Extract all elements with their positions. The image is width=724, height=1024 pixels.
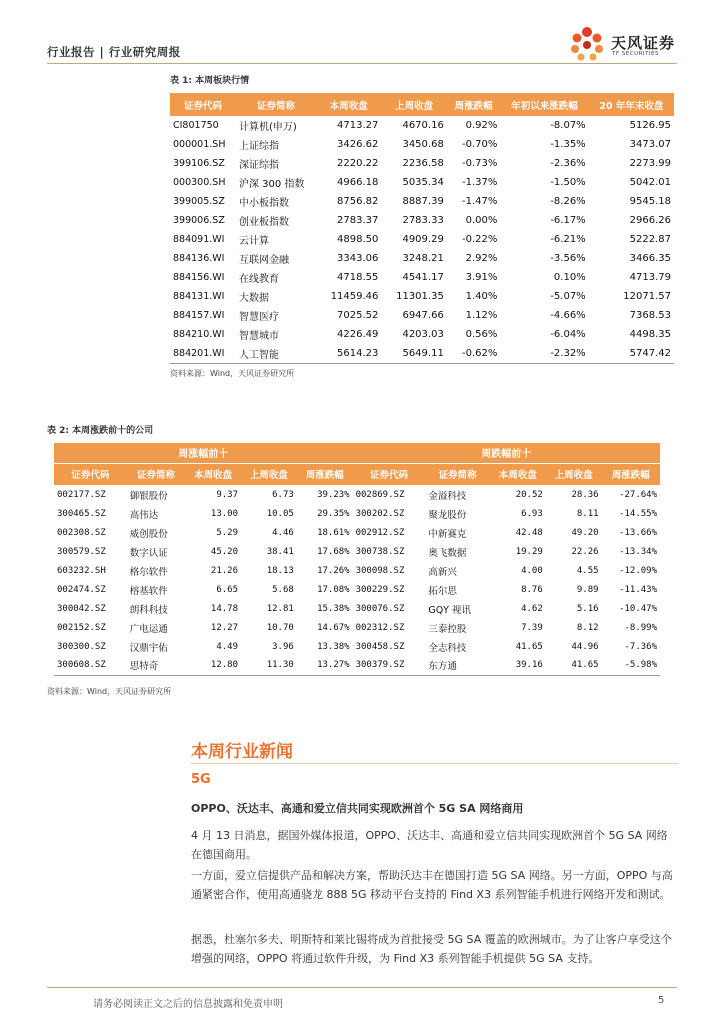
table2-cell: 13.38% [317,641,350,652]
section-subtitle: 5G [191,772,211,787]
table2-cell: -13.66% [619,527,657,538]
group-header-gainers: 周涨幅前十 [54,443,353,463]
table2-cell: 威创股份 [129,528,168,540]
table1-cell: 9545.18 [629,196,671,207]
table-row [54,504,660,523]
table1-cell: 深证综指 [239,160,279,171]
table-row [54,485,660,504]
table2-cell: 300300.SZ [57,641,106,652]
table2-cell: 高新兴 [428,566,457,578]
table1-cell: 4966.18 [337,177,379,188]
table2-cell: 17.08% [317,584,350,595]
page-number: 5 [658,995,665,1006]
table-row [170,287,674,306]
table2-cell: 9.37 [216,489,238,500]
table2-cell: 14.67% [317,622,350,633]
table2-cell: 45.20 [210,546,238,557]
table1-cell: 0.92% [465,120,498,131]
table2-cell: -7.36% [624,641,657,652]
table2-cell: 13.27% [297,656,353,675]
table1-cell: -6.17% [550,215,586,226]
table1-cell: 6947.66 [402,310,444,321]
table1-cell: 在线教育 [239,274,279,285]
table2-cell: 300202.SZ [355,508,405,519]
table1-cell: 计算机(申万) [239,122,297,133]
table1-cell: -6.21% [550,234,586,245]
table1-cell: -0.70% [462,139,498,150]
table2-cell: 300608.SZ [54,656,127,675]
table1-cell: -1.47% [462,196,498,207]
footer-disclaimer: 请务必阅读正文之后的信息披露和免责申明 [93,999,283,1010]
table1-cell: 3248.21 [402,253,444,264]
table-row [54,523,660,542]
table2-cell: 002474.SZ [57,584,106,595]
table2-cell: 8.12 [576,622,599,633]
table1-cell: 5222.87 [629,234,671,245]
table1-header-cell: 上周收盘 [381,93,446,116]
table2-cell: 4.55 [576,565,599,576]
table-row [170,211,674,230]
table2-cell: 榕基软件 [129,585,168,597]
table1-header-cell: 证券代码 [170,93,236,116]
table1-cell: 5747.42 [589,344,674,363]
table2-cell: 9.89 [576,584,599,595]
table1-cell: 3.91% [465,272,498,283]
table1-cell: 4718.55 [337,272,379,283]
table2-cell: 10.05 [266,508,294,519]
table2-cell: 49.20 [571,527,599,538]
table2-cell: 5.68 [272,584,294,595]
table2-header-cell: 证券简称 [127,463,185,485]
table1-cell: 884157.WI [173,310,225,321]
table2-header-cell: 本周收盘 [185,463,241,485]
table1-cell: -8.26% [550,196,586,207]
report-header-title: 行业报告 | 行业研究周报 [47,45,181,59]
table2-cell: 20.52 [515,489,543,500]
table2-cell: 4.62 [521,603,543,614]
table1-cell: -3.56% [550,253,586,264]
table2-cell: 5.16 [576,603,599,614]
table1-cell: 399006.SZ [173,215,225,226]
table2-title: 表 2: 本周涨跌前十的公司 [47,426,154,436]
table-row [170,249,674,268]
table1-cell: 4226.49 [337,329,379,340]
table2-header-cell: 证券代码 [353,463,426,485]
table1-cell: -2.32% [500,344,588,363]
table2-cell: 603232.SH [57,565,106,576]
table1-cell: CI801750 [173,120,219,131]
table2-cell: 14.78 [210,603,238,614]
table2-cell: 19.29 [515,546,543,557]
table1-cell: 4713.79 [629,272,671,283]
table2-cell: 300738.SZ [355,546,405,557]
table-row [170,173,674,192]
news-headline: OPPO、沃达丰、高通和爱立信共同实现欧洲首个 5G SA 网络商用 [191,802,524,815]
table-row [170,116,674,135]
table1-cell: 创业板指数 [239,217,289,228]
table1-header-cell: 证券简称 [236,93,316,116]
table2-cell: 10.70 [266,622,294,633]
table1-cell: 000300.SH [173,177,226,188]
table2-cell: 002912.SZ [355,527,405,538]
table2-cell: 18.13 [266,565,294,576]
table2-cell: 13.00 [210,508,238,519]
table1-cell: -2.36% [550,158,586,169]
table2-cell: 拓尔思 [428,585,457,597]
table1-header-cell: 年初以来涨跌幅 [500,93,588,116]
table1-cell: 5042.01 [629,177,671,188]
section-divider [191,763,678,764]
table1-header-cell: 周涨跌幅 [447,93,501,116]
table1-cell: 5614.23 [316,344,381,363]
table1-cell: 884131.WI [173,291,225,302]
table1-cell: 3343.06 [337,253,379,264]
table-row [170,230,674,249]
table1-cell: 7368.53 [629,310,671,321]
table1-cell: 2783.33 [402,215,444,226]
table2-cell: 汉鼎宇佑 [129,642,168,654]
table1-cell: 000001.SH [173,139,226,150]
table2-cell: 002308.SZ [57,527,106,538]
section-title: 本周行业新闻 [191,742,293,762]
table1-cell: -8.07% [550,120,586,131]
table2-cell: -13.34% [619,546,657,557]
table1-cell: 互联网金融 [239,255,289,266]
table1-cell: 5126.95 [629,120,671,131]
table2-cell: 东方通 [425,656,490,675]
table2-cell: 17.26% [317,565,350,576]
table2-cell: -5.98% [602,656,660,675]
table1-cell: 12071.57 [623,291,671,302]
table1-cell: 7025.52 [337,310,379,321]
table1-cell: 11301.35 [396,291,444,302]
table-row [54,656,660,675]
table2-cell: 44.96 [571,641,599,652]
table2-cell: 300458.SZ [355,641,405,652]
table2-cell: 御银股份 [129,490,168,502]
table2-cell: 22.26 [571,546,599,557]
table2-cell: 41.65 [546,656,602,675]
table2-cell: 3.96 [272,641,294,652]
table1-cell: 4203.03 [402,329,444,340]
table1-cell: 2966.26 [629,215,671,226]
table1-cell: 4898.50 [337,234,379,245]
table1-cell: -5.07% [550,291,586,302]
table1-cell: 云计算 [239,236,269,247]
table2-cell: 29.35% [317,508,350,519]
table2-cell: 高伟达 [129,509,159,521]
table1-cell: 4713.27 [337,120,379,131]
table2-cell: 6.93 [521,508,543,519]
table1-cell: 0.00% [465,215,498,226]
company-logo [566,24,676,64]
table1-cell: -0.22% [462,234,498,245]
table-row [170,306,674,325]
table1-cell: 3450.68 [402,139,444,150]
table2-cell: 7.39 [521,622,543,633]
table2-cell: 300379.SZ [353,656,426,675]
table2-cell: 300042.SZ [57,603,106,614]
table1-cell: 4541.17 [402,272,444,283]
table1-cell: 8887.39 [402,196,444,207]
table1-cell: 上证综指 [239,141,279,152]
table2-cell: 12.80 [185,656,241,675]
table2-cell: 5.29 [216,527,238,538]
table1-cell: -0.73% [462,158,498,169]
logo-brand-text: 天风证券 [611,34,676,52]
table1-cell: -1.37% [462,177,498,188]
news-paragraph-2: 一方面，爱立信提供产品和解决方案，帮助沃达丰在德国打造 5G SA 网络。另一方面，OPPO 与高通紧密合作，使用高通骁龙 888 5G 移动平台支持的 Find X3 系列智能手机进行网络开发和测试。 [191,869,673,901]
table1-cell: 0.56% [465,329,498,340]
top-movers-table [54,443,660,676]
table1-cell: 1.40% [465,291,498,302]
table1-cell: 沪深 300 指数 [239,179,305,190]
table1-cell: 5035.34 [402,177,444,188]
table2-cell: GQY 视讯 [428,604,472,616]
table2-cell: 300076.SZ [355,603,405,614]
table2-cell: -11.43% [619,584,657,595]
table1-cell: 884091.WI [173,234,225,245]
table2-cell: 中新赛克 [428,528,467,540]
table2-cell: 300098.SZ [355,565,405,576]
table1-cell: 884210.WI [173,329,225,340]
table2-cell: 8.76 [521,584,543,595]
table1-cell: 3426.62 [337,139,379,150]
footer-divider [47,987,677,988]
table1-cell: -4.66% [550,310,586,321]
table2-cell: 002869.SZ [355,489,405,500]
table-row [170,325,674,344]
table1-cell: 3466.35 [629,253,671,264]
table2-header-cell: 本周收盘 [490,463,546,485]
table2-cell: 39.16 [490,656,546,675]
table2-cell: 41.65 [515,641,543,652]
table2-cell: 42.48 [515,527,543,538]
table2-header-cell: 上周收盘 [546,463,602,485]
sector-performance-table [170,93,674,364]
table2-cell: 朗科科技 [129,604,168,616]
table2-cell: 三泰控股 [428,623,467,635]
table2-cell: 4.49 [216,641,238,652]
logo-flower-icon [566,24,608,64]
table1-title: 表 1: 本周板块行情 [170,76,250,86]
header-divider [47,63,677,64]
table2-cell: 格尔软件 [129,566,168,578]
table2-header-cell: 证券代码 [54,463,127,485]
table2-cell: 聚龙股份 [428,509,467,521]
table2-cell: 6.65 [216,584,238,595]
table2-cell: 思特奇 [127,656,185,675]
table2-cell: 28.36 [571,489,599,500]
table-row [54,599,660,618]
table1-cell: 2236.58 [402,158,444,169]
table2-header-cell: 周涨跌幅 [297,463,353,485]
table1-header-cell: 20 年年末收盘 [589,93,674,116]
table2-cell: 数字认证 [129,547,168,559]
table2-cell: -14.55% [619,508,657,519]
table2-cell: 39.23% [317,489,350,500]
table-row [170,344,674,363]
table-row [170,154,674,173]
table2-cell: 8.11 [576,508,599,519]
table1-cell: -6.04% [550,329,586,340]
table2-header-cell: 周涨跌幅 [602,463,660,485]
table2-header-cell: 上周收盘 [241,463,297,485]
table2-cell: 21.26 [210,565,238,576]
table1-header-cell: 本周收盘 [316,93,381,116]
table1-cell: 2220.22 [337,158,379,169]
table-row [54,618,660,637]
table2-cell: 12.27 [210,622,238,633]
table-row [54,637,660,656]
table1-cell: -1.50% [550,177,586,188]
news-paragraph-1: 4 月 13 日消息，据国外媒体报道，OPPO、沃达丰、高通和爱立信共同实现欧洲首个 5G SA 网络在德国商用。 [191,829,668,861]
table-row [54,580,660,599]
table2-cell: 15.38% [317,603,350,614]
table1-cell: 884156.WI [173,272,225,283]
table1-cell: 2.92% [465,253,498,264]
table1-cell: 4909.29 [402,234,444,245]
table2-cell: 18.61% [317,527,350,538]
table-row [170,268,674,287]
table-row [54,561,660,580]
table2-cell: -8.99% [624,622,657,633]
table-row [170,135,674,154]
table1-cell: 2783.37 [337,215,379,226]
table2-cell: 002312.SZ [355,622,405,633]
table1-cell: 4498.35 [629,329,671,340]
table2-cell: 全志科技 [428,642,467,654]
table1-cell: 11459.46 [330,291,379,302]
table1-cell: 人工智能 [236,344,316,363]
table1-cell: 8756.82 [337,196,379,207]
table1-cell: 399106.SZ [173,158,225,169]
table2-cell: 广电运通 [129,623,168,635]
news-paragraph-3: 据悉，杜塞尔多夫、明斯特和莱比锡将成为首批接受 5G SA 覆盖的欧洲城市。为了让客户享受这个增强的网络，OPPO 将通过软件升级，为 Find X3 系列智能手机提供 5G SA 支持。 [191,933,672,965]
table2-cell: -12.09% [619,565,657,576]
table1-cell: 399005.SZ [173,196,225,207]
table2-cell: 4.00 [521,565,543,576]
table2-cell: 300229.SZ [355,584,405,595]
logo-sub-text: TF SECURITIES [612,51,659,57]
table1-cell: 1.12% [465,310,498,321]
table2-cell: 300579.SZ [57,546,106,557]
table2-cell: 17.68% [317,546,350,557]
table2-cell: 002152.SZ [57,622,106,633]
table2-cell: 38.41 [266,546,294,557]
table1-cell: 智慧城市 [239,331,279,342]
table2-cell: -27.64% [619,489,657,500]
table1-cell: 智慧医疗 [239,312,279,323]
table1-cell: 884136.WI [173,253,225,264]
table1-cell: 2273.99 [629,158,671,169]
table1-cell: -0.62% [447,344,501,363]
table1-cell: 3473.07 [629,139,671,150]
table2-source: 资料来源：Wind，天风证券研究所 [47,687,172,696]
table-row [54,542,660,561]
table2-cell: 金溢科技 [428,490,467,502]
table1-cell: 5649.11 [381,344,446,363]
table2-cell: 6.73 [272,489,294,500]
table2-cell: 002177.SZ [57,489,106,500]
table1-cell: 884201.WI [170,344,236,363]
group-header-losers: 周跌幅前十 [353,443,660,463]
table-row [170,192,674,211]
table2-cell: 300465.SZ [57,508,106,519]
table1-cell: 中小板指数 [239,198,289,209]
table1-cell: 大数据 [239,293,269,304]
table1-cell: -1.35% [550,139,586,150]
table1-cell: 4670.16 [402,120,444,131]
table2-header-cell: 证券简称 [425,463,490,485]
table1-source: 资料来源：Wind，天风证券研究所 [170,369,295,378]
table2-cell: 11.30 [241,656,297,675]
table2-cell: 4.46 [272,527,294,538]
table2-cell: 12.81 [266,603,294,614]
table2-cell: -10.47% [619,603,657,614]
table2-cell: 奥飞数据 [428,547,467,559]
table1-cell: 0.10% [553,272,586,283]
